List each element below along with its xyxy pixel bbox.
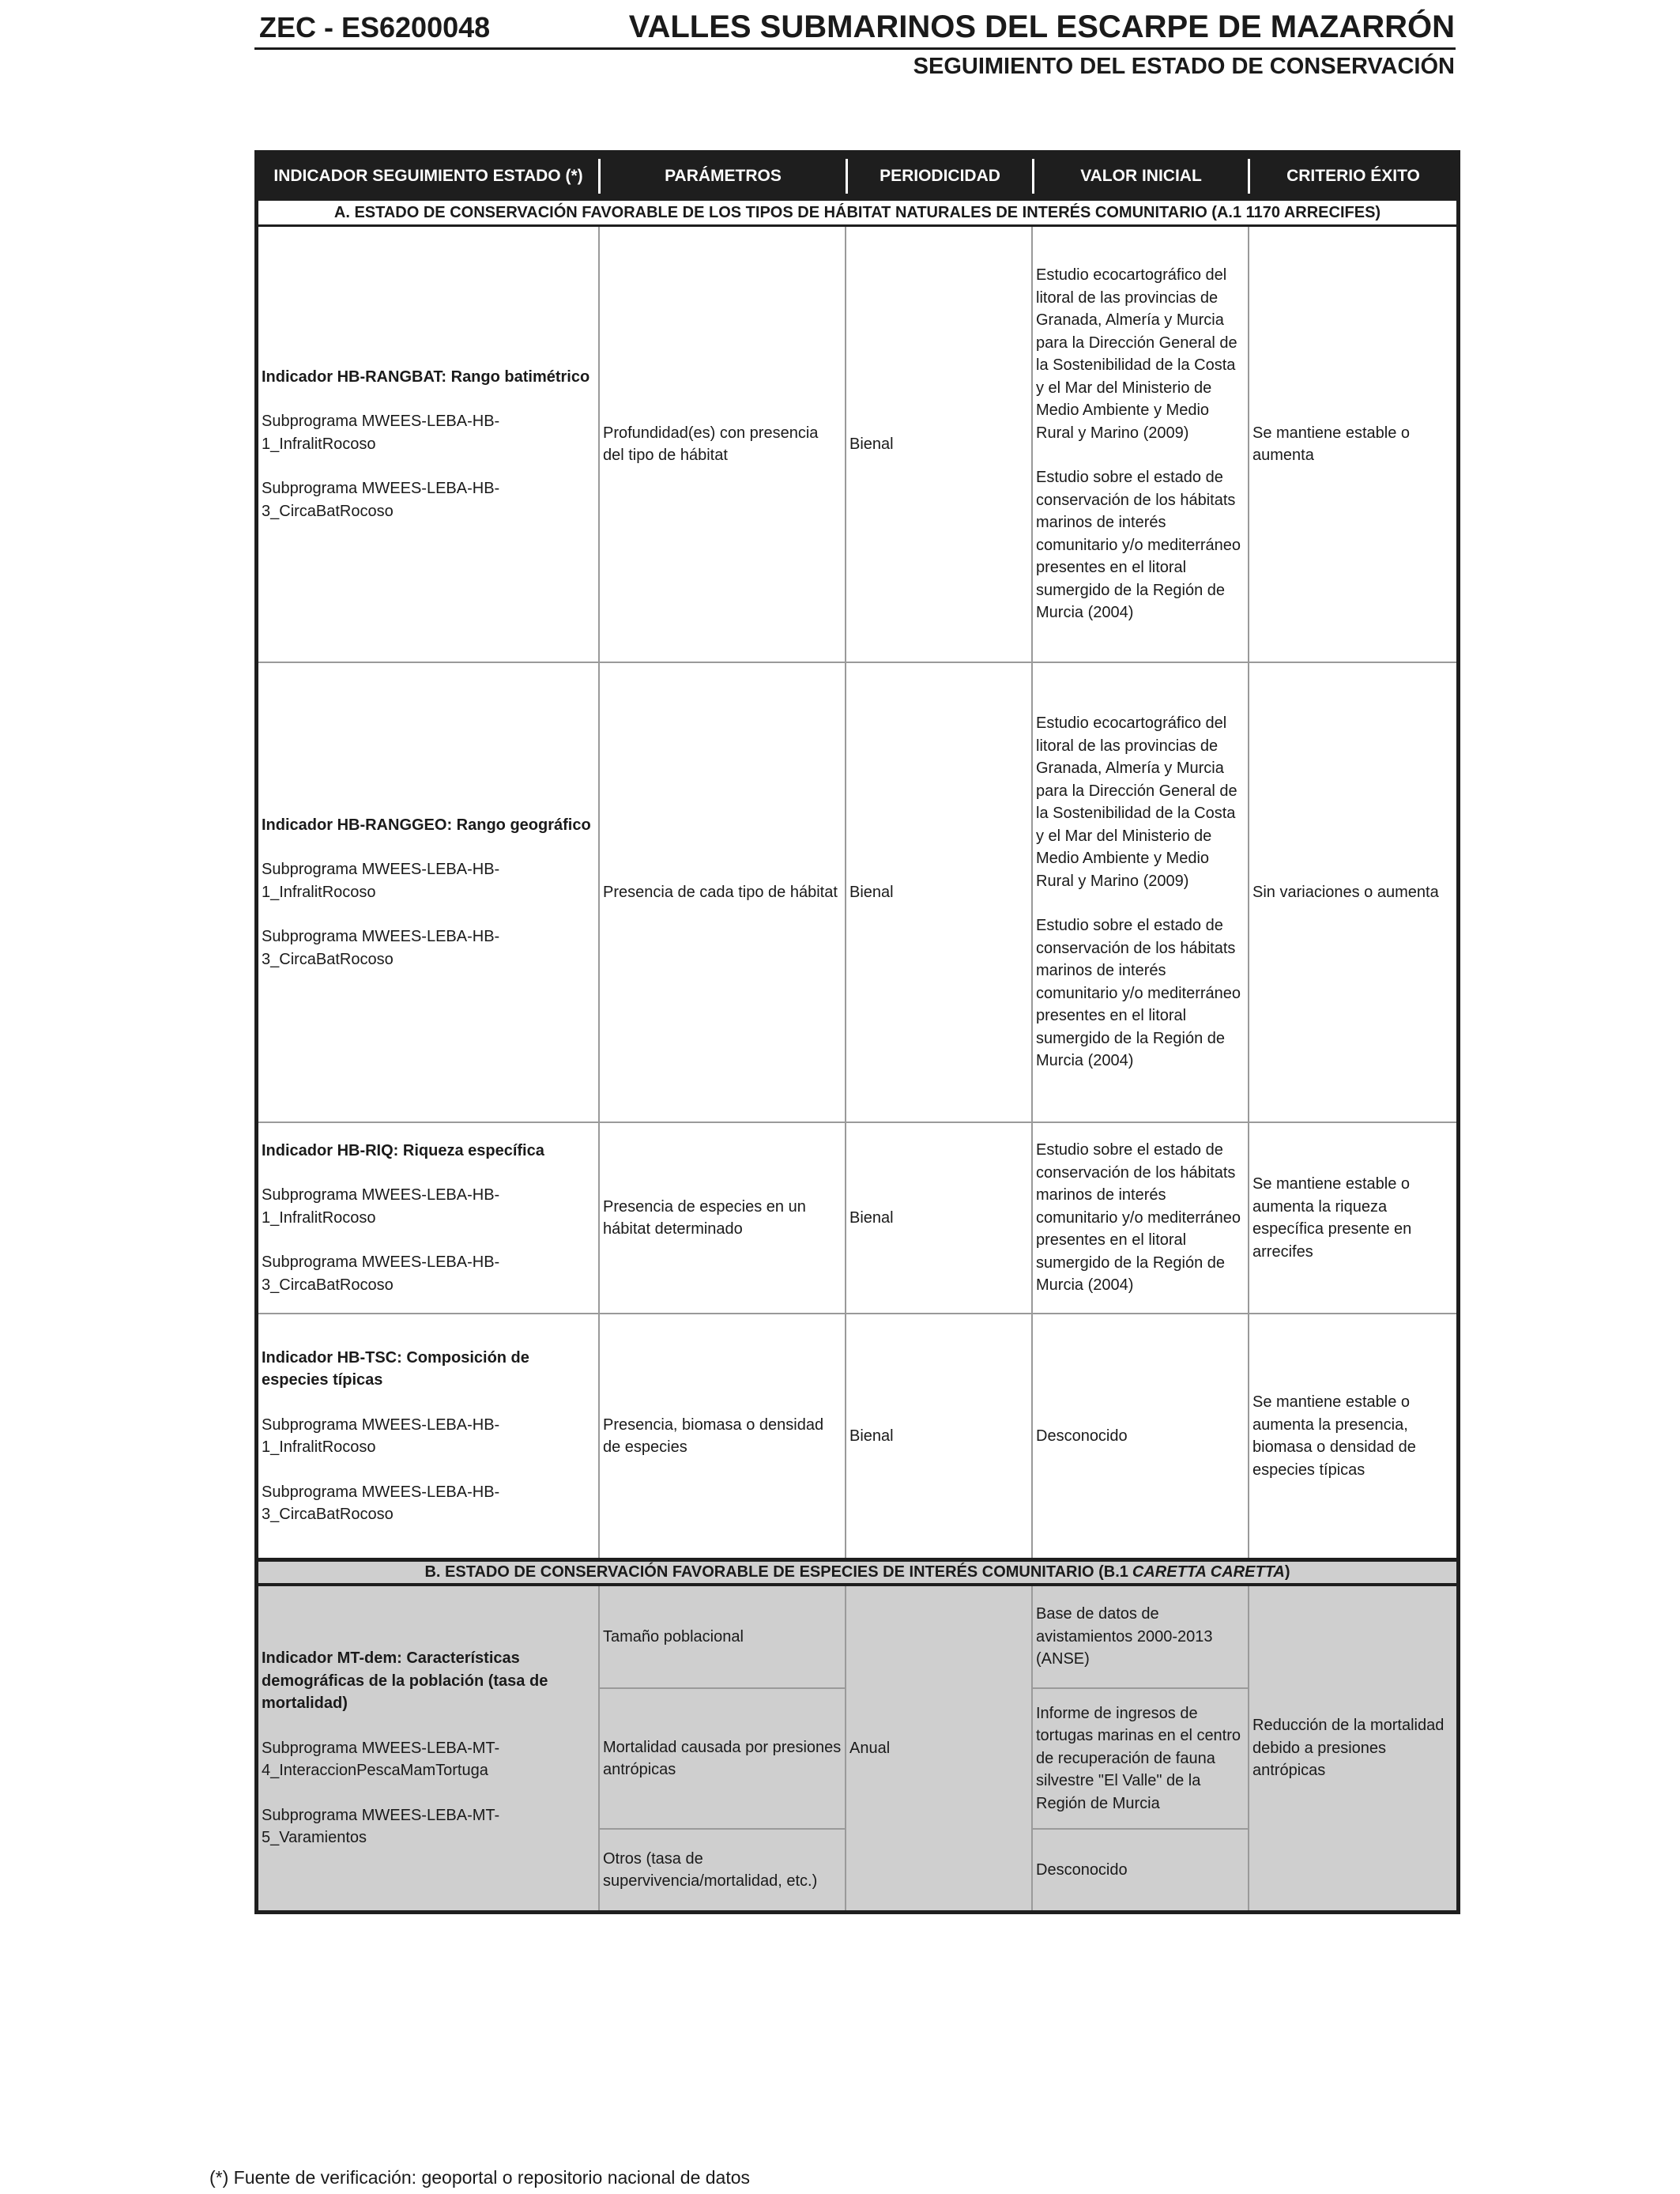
table-cell-initial-value: Estudio sobre el estado de conservación de los hábitats marinos de interés comunitario y/o mediterráneo presentes en el litoral sumergido de la Región de Murcia (2004) [1033,1123,1249,1314]
subprogram: Subprograma MWEES-LEBA-HB-3_CircaBatRocoso [262,1483,500,1523]
subprogram: Subprograma MWEES-LEBA-MT-4_InteraccionPescaMamTortuga [262,1739,500,1780]
table-header-row [258,154,1456,198]
table-cell-indicator [258,1586,600,1910]
table-cell-parameter: Mortalidad causada por presiones antrópicas [600,1689,846,1830]
subprogram: Subprograma MWEES-LEBA-HB-3_CircaBatRocoso [262,1253,500,1294]
column-header-initial-value: VALOR INICIAL [1080,167,1202,185]
table-cell-indicator [258,227,600,663]
column-header-success-criterion: CRITERIO ÉXITO [1286,167,1420,185]
section-b-prefix: B. ESTADO DE CONSERVACIÓN FAVORABLE DE ESPECIES DE INTERÉS COMUNITARIO (B.1 [424,1563,1128,1581]
section-a-header: A. ESTADO DE CONSERVACIÓN FAVORABLE DE LOS TIPOS DE HÁBITAT NATURALES DE INTERÉS COMUNITARIO (A.1 1170 ARRECIFES) [258,198,1456,227]
site-code: ZEC - ES6200048 [259,11,491,43]
table-cell-criterion: Se mantiene estable o aumenta la presencia, biomasa o densidad de especies típicas [1252,1393,1416,1479]
table-cell-periodicity: Anual [846,1586,1033,1910]
table-cell-parameter: Profundidad(es) con presencia del tipo de hábitat [600,227,846,663]
table-cell-periodicity: Bienal [846,663,1033,1123]
column-header-periodicity: PERIODICIDAD [880,167,1000,185]
table-cell-initial-value: Base de datos de avistamientos 2000-2013 (ANSE) [1033,1586,1249,1689]
subprogram: Subprograma MWEES-LEBA-HB-1_InfralitRocoso [262,861,500,901]
subprogram: Subprograma MWEES-LEBA-HB-1_InfralitRocoso [262,1416,500,1456]
subprogram: Subprograma MWEES-LEBA-HB-1_InfralitRocoso [262,1186,500,1227]
table-cell-parameter: Otros (tasa de supervivencia/mortalidad, etc.) [600,1830,846,1910]
section-b-suffix: ) [1284,1563,1290,1581]
table-cell-periodicity: Bienal [846,227,1033,663]
monitoring-table [254,150,1460,1914]
indicator-name: Indicador HB-RANGGEO: Rango geográfico [262,816,591,834]
table-cell-indicator [258,1314,600,1558]
table-cell-initial-value: Desconocido [1033,1830,1249,1910]
initial-value-source: Estudio ecocartográfico del litoral de las provincias de Granada, Almería y Murcia para la Dirección General de la Sostenibilidad de la Costa y el Mar del Ministerio de Medio Ambiente y Medio Rural y Marino (2009) [1036,266,1237,442]
table-cell-criterion: Se mantiene estable o aumenta [1249,227,1456,663]
table-cell-parameter: Presencia de cada tipo de hábitat [600,663,846,1123]
subprogram: Subprograma MWEES-LEBA-HB-3_CircaBatRocoso [262,480,500,520]
table-cell-periodicity: Bienal [846,1314,1033,1558]
initial-value-source: Estudio sobre el estado de conservación de los hábitats marinos de interés comunitario y/o mediterráneo presentes en el litoral sumergido de la Región de Murcia (2004) [1036,917,1241,1070]
initial-value-source: Estudio sobre el estado de conservación de los hábitats marinos de interés comunitario y/o mediterráneo presentes en el litoral sumergido de la Región de Murcia (2004) [1036,469,1241,622]
table-cell-parameter: Tamaño poblacional [600,1586,846,1689]
indicator-name: Indicador HB-TSC: Composición de especies típicas [262,1348,529,1389]
table-cell-criterion: Reducción de la mortalidad debido a presiones antrópicas [1249,1586,1456,1910]
table-cell-initial-value: Informe de ingresos de tortugas marinas en el centro de recuperación de fauna silvestre "El Valle" de la Región de Murcia [1033,1689,1249,1830]
table-cell-parameter: Presencia de especies en un hábitat determinado [600,1123,846,1314]
column-header-parameters: PARÁMETROS [665,167,782,185]
section-b-header [258,1558,1456,1586]
table-cell-initial-value [1033,227,1249,663]
page-title: VALLES SUBMARINOS DEL ESCARPE DE MAZARRÓN [628,9,1455,44]
table-cell-criterion: Sin variaciones o aumenta [1249,663,1456,1123]
table-cell-initial-value [1033,663,1249,1123]
table-cell-periodicity: Bienal [846,1123,1033,1314]
table-cell-criterion: Se mantiene estable o aumenta la riqueza específica presente en arrecifes [1249,1123,1456,1314]
table-cell-indicator [258,1123,600,1314]
indicator-name: Indicador HB-RANGBAT: Rango batimétrico [262,368,590,386]
subprogram: Subprograma MWEES-LEBA-HB-3_CircaBatRocoso [262,928,500,968]
indicator-name: Indicador HB-RIQ: Riqueza específica [262,1141,544,1159]
page-subtitle: SEGUIMIENTO DEL ESTADO DE CONSERVACIÓN [913,54,1455,79]
table-cell-indicator [258,663,600,1123]
initial-value-source: Estudio ecocartográfico del litoral de las provincias de Granada, Almería y Murcia para la Dirección General de la Sostenibilidad de la Costa y el Mar del Ministerio de Medio Ambiente y Medio Rural y Marino (2009) [1036,714,1237,890]
table-cell-parameter: Presencia, biomasa o densidad de especies [600,1314,846,1558]
section-b-species: CARETTA CARETTA [1132,1563,1285,1581]
table-cell-initial-value: Desconocido [1033,1314,1249,1558]
subprogram: Subprograma MWEES-LEBA-HB-1_InfralitRocoso [262,413,500,453]
subprogram: Subprograma MWEES-LEBA-MT-5_Varamientos [262,1806,500,1847]
header-divider [254,47,1456,50]
column-header-indicator: INDICADOR SEGUIMIENTO ESTADO (*) [273,167,583,185]
footnote: (*) Fuente de verificación: geoportal o repositorio nacional de datos [209,2167,751,2188]
indicator-name: Indicador MT-dem: Características demográficas de la población (tasa de mortalidad) [262,1649,548,1713]
